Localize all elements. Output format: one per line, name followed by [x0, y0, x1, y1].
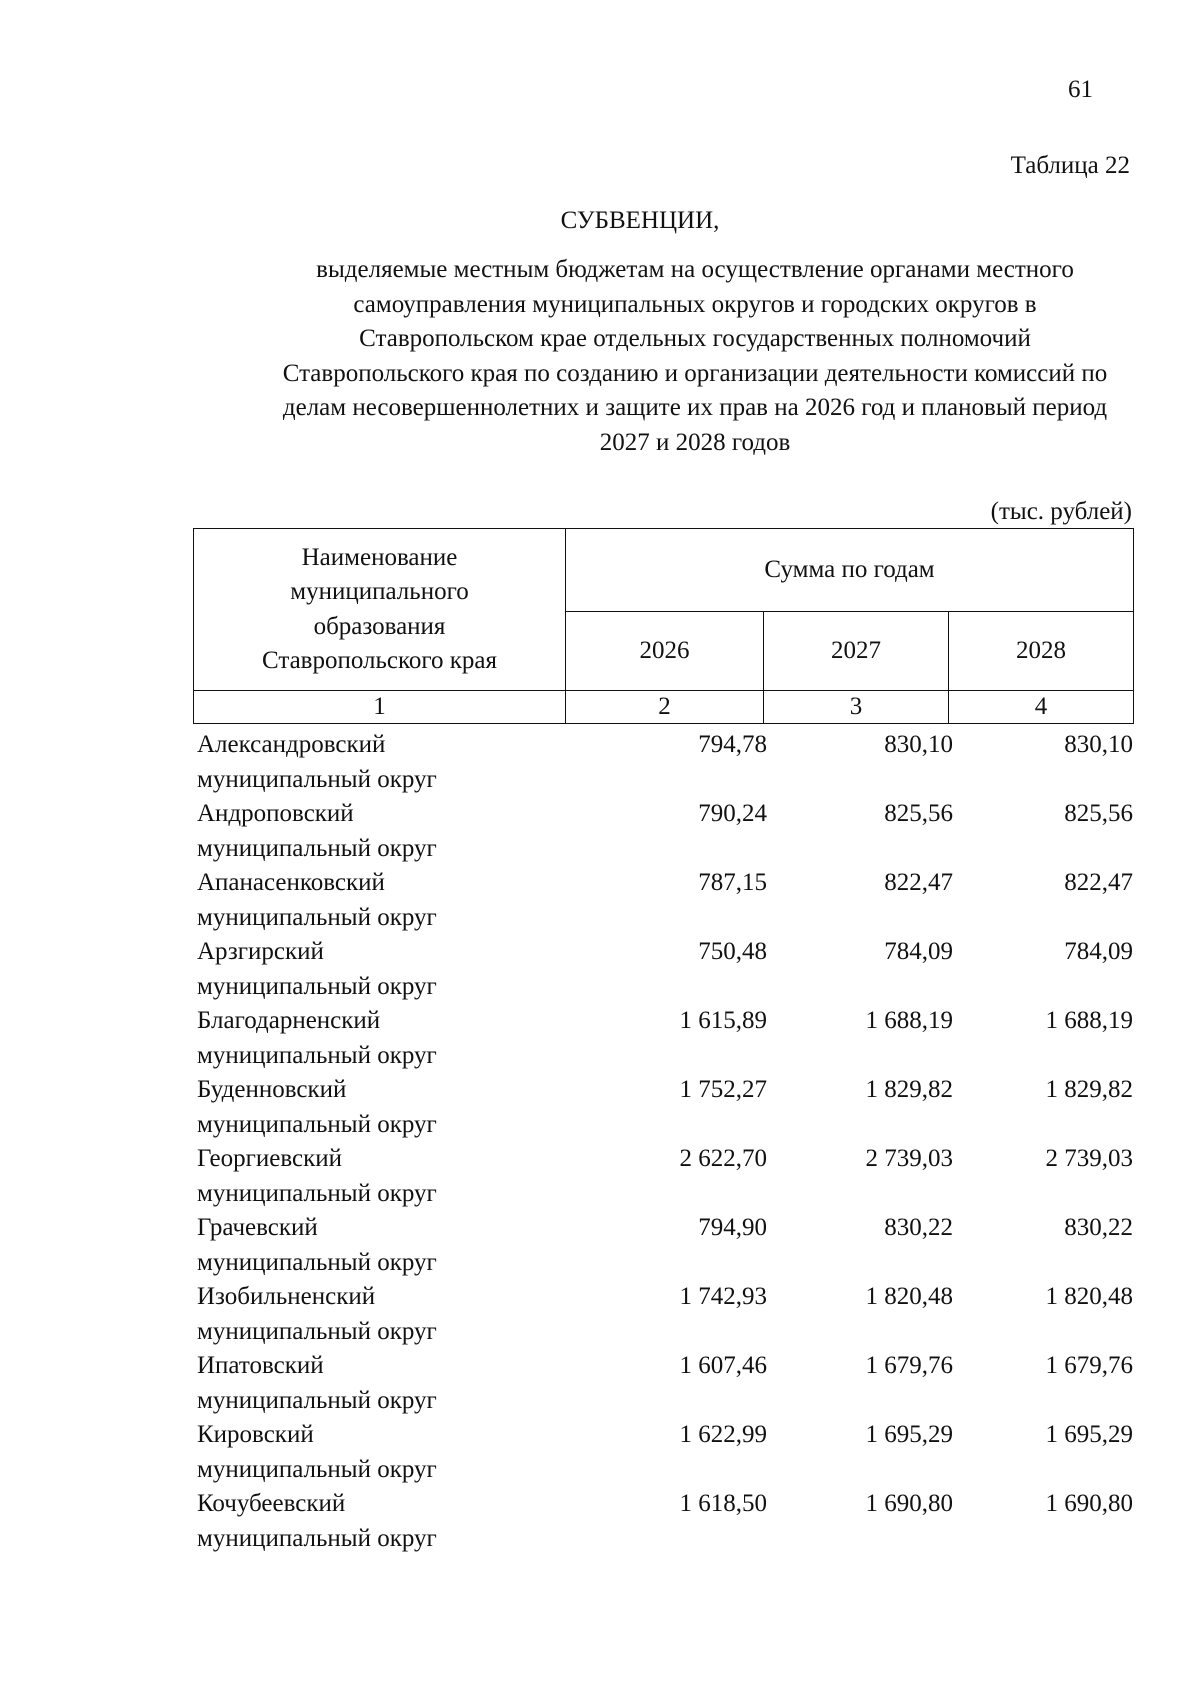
row-name [197, 1142, 437, 1211]
table-row [193, 1211, 1133, 1280]
header-name-cell [194, 529, 566, 691]
row-name [197, 1004, 437, 1073]
value-2028: 1 688,19 [1045, 1007, 1133, 1034]
header-name-line: муниципального [290, 578, 469, 605]
table-label: Таблица 22 [1010, 152, 1130, 179]
table-row [193, 1349, 1133, 1418]
table-body [193, 728, 1133, 1556]
value-2027: 1 829,82 [865, 1076, 953, 1103]
row-name [197, 1073, 437, 1142]
table-header [193, 528, 1134, 724]
header-name-line: Наименование [301, 543, 458, 571]
row-name-line: Кировский [197, 1421, 314, 1448]
value-2026: 794,78 [698, 731, 767, 758]
value-2026: 2 622,70 [679, 1145, 767, 1172]
row-name-line: муниципальный округ [197, 903, 437, 931]
value-2028: 825,56 [1064, 800, 1133, 827]
row-name-line: Буденновский [197, 1076, 347, 1103]
value-2028: 830,22 [1064, 1214, 1133, 1241]
row-name-line: Александровский [197, 731, 386, 758]
header-name-line: образования [313, 612, 446, 640]
row-name-line: муниципальный округ [197, 1317, 437, 1345]
value-2028: 1 679,76 [1045, 1352, 1133, 1379]
value-2026: 790,24 [698, 800, 767, 827]
value-2027: 2 739,03 [865, 1145, 953, 1172]
subtitle-line: Ставропольского края по созданию и организации деятельности комиссий по [282, 359, 1108, 387]
value-2028: 1 820,48 [1045, 1283, 1133, 1310]
row-name-line: муниципальный округ [197, 1179, 437, 1207]
row-name [197, 1211, 437, 1280]
row-name [197, 935, 437, 1004]
table-row [193, 728, 1133, 797]
subtitle-line: самоуправления муниципальных округов и городских округов в [353, 290, 1037, 318]
subtitle-line: делам несовершеннолетних и защите их прав на 2026 год и плановый период [282, 394, 1108, 421]
value-2026: 787,15 [698, 869, 767, 896]
row-name-line: муниципальный округ [197, 972, 437, 1000]
row-name [197, 1418, 437, 1487]
row-name-line: Ипатовский [197, 1352, 324, 1379]
row-name-line: Благодарненский [197, 1007, 381, 1034]
table-row [193, 866, 1133, 935]
value-2027: 830,22 [884, 1214, 953, 1241]
header-year-2026: 2026 [566, 612, 764, 691]
value-2028: 822,47 [1064, 869, 1133, 896]
value-2027: 1 690,80 [865, 1490, 953, 1517]
table-row [193, 797, 1133, 866]
table-row [193, 1280, 1133, 1349]
value-2026: 1 607,46 [679, 1352, 767, 1379]
value-2028: 1 695,29 [1045, 1421, 1133, 1448]
header-name-line: Ставропольского края [262, 647, 497, 674]
row-name [197, 1487, 437, 1556]
row-name-line: муниципальный округ [197, 1524, 437, 1552]
table-row [193, 935, 1133, 1004]
table-row [193, 1073, 1133, 1142]
subtitle-line: 2027 и 2028 годов [599, 428, 791, 456]
table-row [193, 1142, 1133, 1211]
value-2026: 794,90 [698, 1214, 767, 1241]
value-2026: 750,48 [698, 938, 767, 965]
table-row [193, 1418, 1133, 1487]
value-2027: 1 820,48 [865, 1283, 953, 1310]
row-name-line: Грачевский [197, 1214, 318, 1241]
value-2027: 822,47 [884, 869, 953, 896]
row-name-line: Апанасенковский [197, 869, 385, 896]
row-name [197, 797, 437, 866]
row-name [197, 866, 437, 935]
document-subtitle [185, 253, 1200, 460]
row-name-line: муниципальный округ [197, 1110, 437, 1138]
row-name-line: муниципальный округ [197, 1455, 437, 1483]
column-number: 3 [764, 691, 949, 724]
column-number: 4 [949, 691, 1134, 724]
value-2028: 830,10 [1064, 731, 1133, 758]
row-name-line: Кочубеевский [197, 1490, 346, 1517]
value-2027: 784,09 [884, 938, 953, 965]
value-2028: 1 829,82 [1045, 1076, 1133, 1103]
document-title: СУБВЕНЦИИ, [560, 207, 720, 234]
row-name-line: муниципальный округ [197, 1041, 437, 1069]
row-name-line: Георгиевский [197, 1145, 343, 1172]
row-name-line: Изобильненский [197, 1283, 376, 1310]
value-2026: 1 752,27 [679, 1076, 767, 1103]
value-2026: 1 618,50 [679, 1490, 767, 1517]
page-number: 61 [1068, 76, 1093, 103]
value-2026: 1 615,89 [679, 1007, 767, 1034]
row-name-line: Арзгирский [197, 938, 324, 965]
row-name-line: муниципальный округ [197, 1386, 437, 1414]
header-year-2027: 2027 [764, 612, 949, 691]
row-name [197, 1349, 437, 1418]
row-name-line: Андроповский [197, 800, 354, 827]
column-number: 2 [566, 691, 764, 724]
value-2028: 1 690,80 [1045, 1490, 1133, 1517]
header-year-2028: 2028 [949, 612, 1134, 691]
units-label: (тыс. рублей) [990, 498, 1132, 525]
value-2027: 1 688,19 [865, 1007, 953, 1034]
row-name-line: муниципальный округ [197, 765, 437, 793]
table-row [193, 1487, 1133, 1556]
value-2028: 784,09 [1064, 938, 1133, 965]
value-2027: 830,10 [884, 731, 953, 758]
table-row [193, 1004, 1133, 1073]
header-sum-cell: Сумма по годам [566, 529, 1134, 612]
value-2028: 2 739,03 [1045, 1145, 1133, 1172]
subtitle-line: выделяемые местным бюджетам на осуществление органами местного [316, 256, 1074, 283]
value-2026: 1 742,93 [679, 1283, 767, 1310]
row-name [197, 728, 437, 797]
row-name-line: муниципальный округ [197, 834, 437, 862]
subtitle-line: Ставропольском крае отдельных государственных полномочий [359, 325, 1031, 352]
value-2027: 1 695,29 [865, 1421, 953, 1448]
value-2027: 825,56 [884, 800, 953, 827]
value-2027: 1 679,76 [865, 1352, 953, 1379]
row-name [197, 1280, 437, 1349]
column-number: 1 [194, 691, 566, 724]
value-2026: 1 622,99 [679, 1421, 767, 1448]
row-name-line: муниципальный округ [197, 1248, 437, 1276]
